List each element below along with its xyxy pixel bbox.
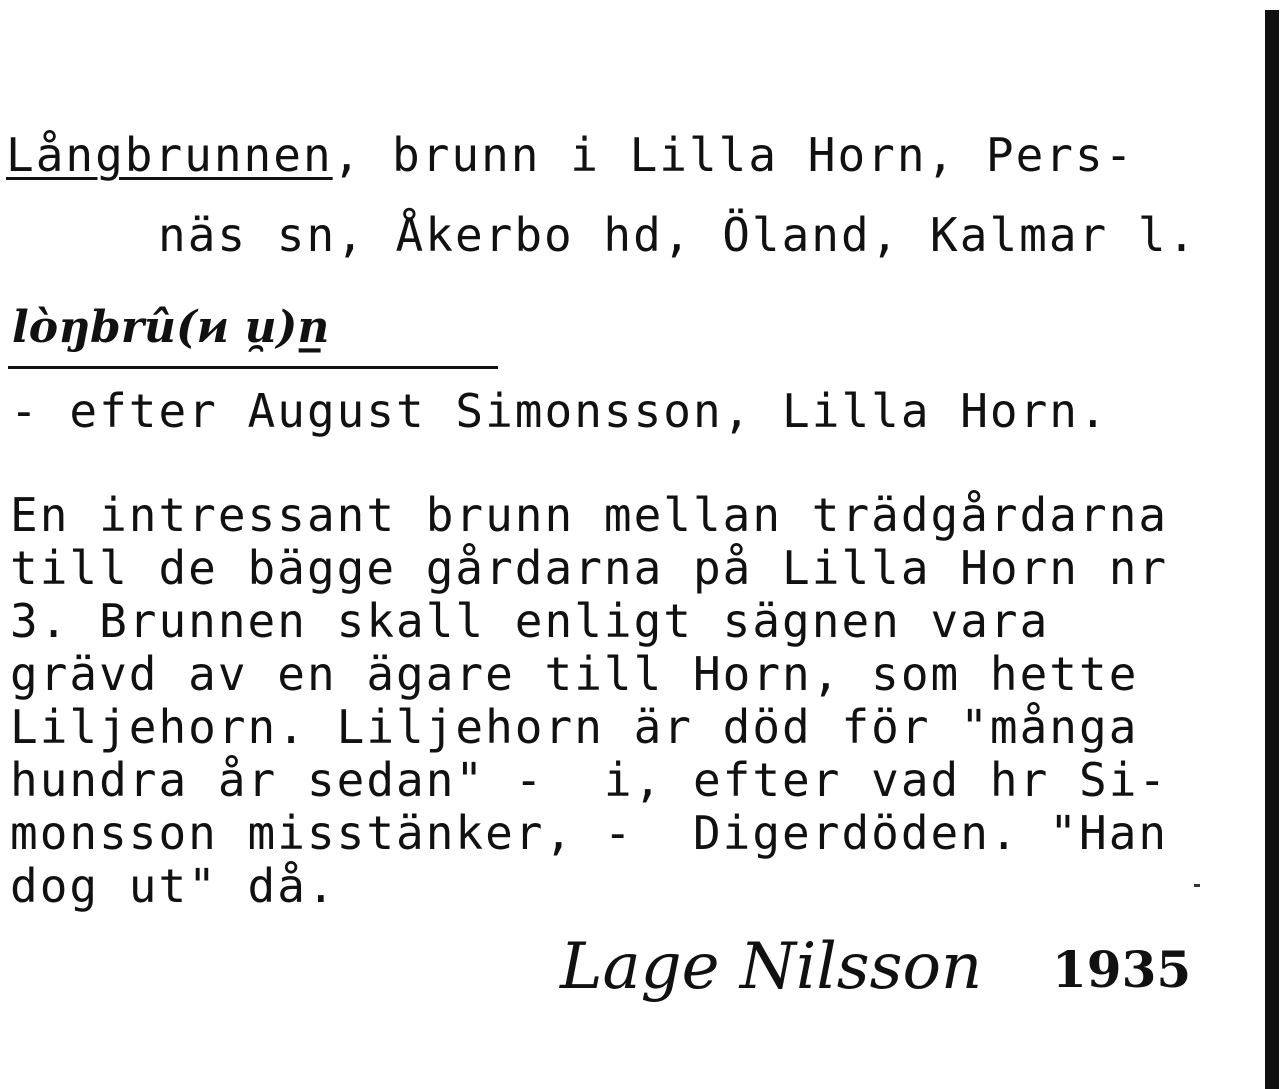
year: 1935 xyxy=(1052,940,1192,999)
stray-mark xyxy=(1194,884,1200,887)
body-line: Liljehorn. Liljehorn är död för "många xyxy=(10,700,1139,754)
source-line: - efter August Simonsson, Lilla Horn. xyxy=(10,384,1109,438)
signature: Lage Nilsson xyxy=(560,930,983,1004)
phonetic-underline xyxy=(8,366,498,369)
heading-description: , brunn i Lilla Horn, Pers- xyxy=(332,128,1135,182)
body-line: monsson misstänker, - Digerdöden. "Han xyxy=(10,806,1169,860)
card-edge xyxy=(1265,10,1279,1089)
body-line: dog ut" då. xyxy=(10,859,337,913)
body-line: grävd av en ägare till Horn, som hette xyxy=(10,647,1139,701)
heading-line-2: näs sn, Åkerbo hd, Öland, Kalmar l. xyxy=(158,208,1198,262)
place-name: Långbrunnen xyxy=(6,128,333,182)
body-line: till de bägge gårdarna på Lilla Horn nr xyxy=(10,541,1169,595)
body-line: En intressant brunn mellan trädgårdarna xyxy=(10,488,1169,542)
body-line: 3. Brunnen skall enligt sägnen vara xyxy=(10,594,1050,648)
heading-line-1 xyxy=(6,128,1135,182)
body-line: hundra år sedan" - i, efter vad hr Si- xyxy=(10,753,1169,807)
phonetic-transcription: lòŋbrû(ͷ u̯)n̲ xyxy=(12,302,330,353)
